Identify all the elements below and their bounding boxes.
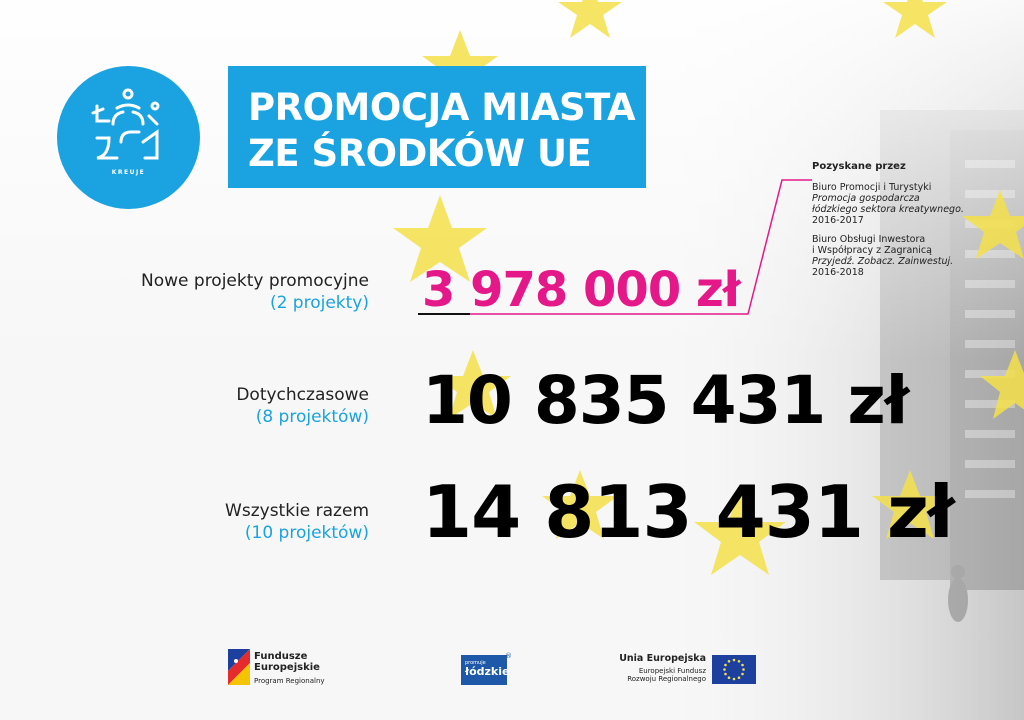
funding-info xyxy=(812,161,1012,286)
row-title: Wszystkie razem xyxy=(225,501,369,521)
amount-new: 3 978 000 zł xyxy=(422,262,740,318)
info-org-1: Biuro Promocji i Turystyki xyxy=(812,182,932,193)
info-project-2: Przyjedź. Zobacz. Zainwestuj. xyxy=(812,256,954,267)
info-years-1: 2016-2017 xyxy=(812,215,864,226)
eu-flag-icon xyxy=(712,655,756,684)
row-subtitle: (8 projektów) xyxy=(255,407,369,427)
logo-word: KREUJE xyxy=(111,169,146,176)
info-block-1 xyxy=(812,182,1012,226)
row-label-new xyxy=(141,270,369,314)
eu-name: Unia Europejska xyxy=(619,653,706,664)
title-banner xyxy=(228,66,646,188)
info-org-2b: i Współpracy z Zagranicą xyxy=(812,245,932,256)
lodz-logo xyxy=(57,66,200,209)
title-line-1: PROMOCJA MIASTA xyxy=(248,86,636,129)
fe-flag-icon xyxy=(228,649,250,685)
row-label-total xyxy=(225,500,369,544)
fundusze-europejskie-logo xyxy=(228,649,325,688)
lodz-mark-icon xyxy=(57,66,200,209)
fe-line-2: Europejskie xyxy=(254,662,320,673)
fe-program: Program Regionalny xyxy=(254,677,325,685)
registered-mark: ® xyxy=(505,652,512,660)
info-block-2 xyxy=(812,234,1012,278)
row-title: Dotychczasowe xyxy=(236,385,369,405)
row-label-previous xyxy=(236,384,369,428)
eu-fund-2: Rozwoju Regionalnego xyxy=(627,675,706,683)
eu-label xyxy=(618,654,706,683)
info-project-1a: Promocja gospodarcza xyxy=(812,193,920,204)
promuje-text: promuje xyxy=(465,660,486,666)
eu-fund-1: Europejski Fundusz xyxy=(638,667,706,675)
row-title: Nowe projekty promocyjne xyxy=(141,271,369,291)
info-years-2: 2016-2018 xyxy=(812,267,864,278)
fe-line-1: Fundusze xyxy=(254,651,308,662)
amount-total: 14 813 431 zł xyxy=(422,470,954,554)
info-heading: Pozyskane przez xyxy=(812,161,906,172)
row-subtitle: (10 projektów) xyxy=(244,523,369,543)
info-org-2a: Biuro Obsługi Inwestora xyxy=(812,234,926,245)
lodzkie-text: łódzkie xyxy=(465,665,510,678)
fe-name xyxy=(254,651,320,673)
amount-previous: 10 835 431 zł xyxy=(422,362,909,439)
promuje-lodzkie-logo xyxy=(461,652,512,685)
info-project-1b: łódzkiego sektora kreatywnego. xyxy=(812,204,964,215)
row-subtitle: (2 projekty) xyxy=(269,293,369,313)
title-line-2: ZE ŚRODKÓW UE xyxy=(248,132,592,175)
